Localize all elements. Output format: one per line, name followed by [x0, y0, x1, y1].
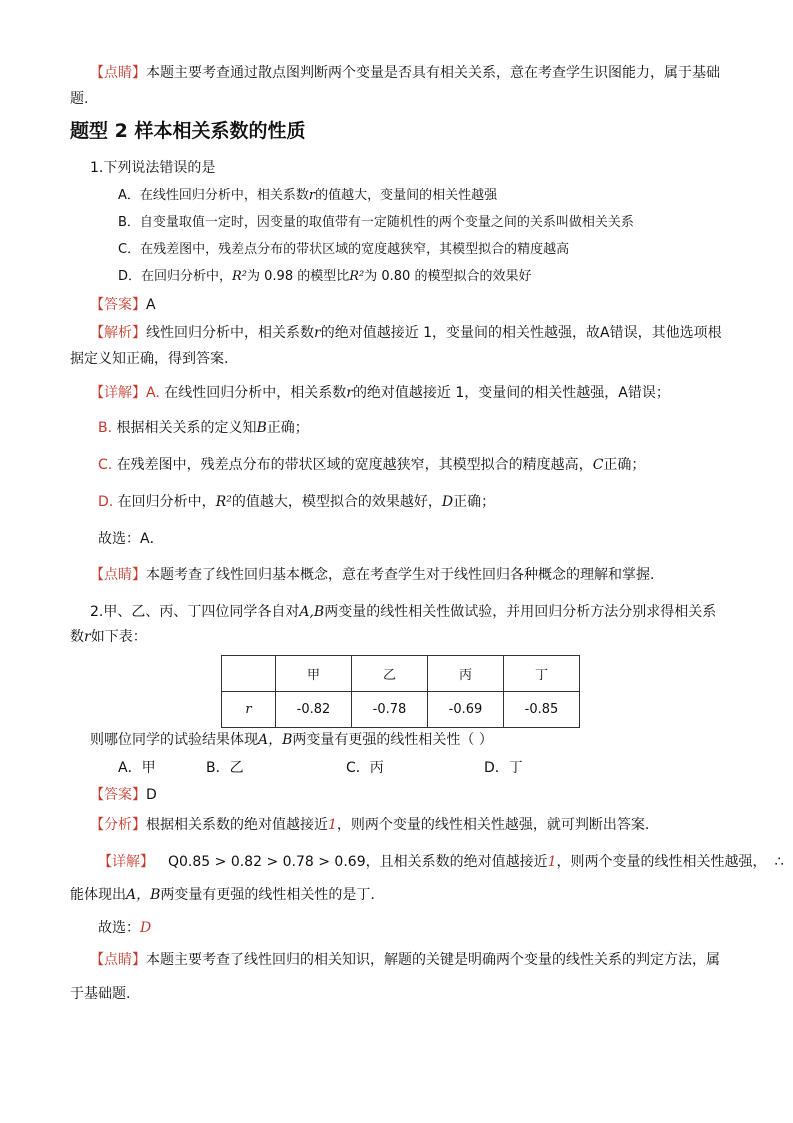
correlation-table	[221, 655, 580, 728]
text: 为 0.98 的模型比	[247, 269, 350, 284]
label: B.	[98, 420, 113, 436]
text: 在线性回归分析中，相关系数	[159, 385, 347, 401]
text: 本题主要考查通过散点图判断两个变量是否具有相关关系，意在考查学生识图能力，属于基础	[146, 65, 720, 81]
label: C.	[98, 457, 113, 473]
table-cell: -0.69	[428, 692, 504, 728]
text: 本题主要考查了线性回归的相关知识，解题的关键是明确两个变量的线性关系的判定方法，属	[146, 952, 720, 968]
dianjing-1-line1	[90, 63, 720, 83]
dianjing-2	[90, 565, 654, 585]
tag-answer: 【答案】	[90, 297, 146, 313]
guxuan-1: 故选：A．	[98, 531, 164, 547]
text: 两变量有更强的线性相关性的是丁.	[160, 887, 375, 903]
var: D	[140, 920, 152, 936]
text: 2.甲、乙、丙、丁四位同学各自对	[90, 604, 300, 620]
table-cell: -0.78	[352, 692, 428, 728]
question-2-line1	[90, 602, 716, 622]
option-2d: D．丁	[484, 760, 523, 776]
text: 的值越大，变量间的相关性越强	[315, 188, 498, 203]
tag-jiexi: 【解析】	[90, 325, 146, 341]
label: A.	[146, 385, 160, 401]
text: 的绝对值越接近 1，变量间的相关性越强，故A错误，其他选项根	[320, 325, 722, 341]
text: D．在回归分析中，	[118, 269, 233, 284]
fenxi	[90, 815, 649, 835]
answer-1	[90, 295, 156, 315]
text: 能体现出	[70, 887, 126, 903]
text: 的绝对值越接近 1，变量间的相关性越强，A错误；	[352, 385, 670, 401]
xiangjie-d	[98, 492, 495, 512]
xiangjie-a	[90, 383, 670, 403]
option-2c: C．丙	[346, 760, 384, 776]
text: 两变量的线性相关性做试验，并用回归分析方法分别求得相关系	[324, 604, 717, 620]
dianjing-3-line2: 于基础题.	[70, 986, 131, 1002]
tag-answer: 【答案】	[90, 787, 146, 803]
table-corner-cell	[222, 656, 276, 692]
table-header-cell: 乙	[352, 656, 428, 692]
text: 为 0.80 的模型拟合的效果好	[364, 269, 532, 284]
var: R²	[215, 494, 232, 510]
text: 正确；	[603, 457, 646, 473]
var: A,B	[299, 604, 325, 620]
table-cell: -0.82	[276, 692, 352, 728]
var: r	[346, 385, 353, 401]
var: A，B	[258, 732, 293, 748]
text: ，且相关系数的绝对值越接近	[365, 854, 548, 870]
guxuan-2	[98, 918, 151, 938]
text: 根据相关系数的绝对值越接近	[146, 817, 328, 833]
dianjing-3-line1	[90, 950, 720, 970]
text: A．在线性回归分析中，相关系数	[118, 188, 309, 203]
table-header-row	[222, 656, 580, 692]
label: D.	[98, 494, 114, 510]
var: r	[308, 188, 316, 203]
var: 1	[328, 817, 337, 833]
text: 如下表：	[90, 629, 147, 645]
tag-dianjing: 【点睛】	[90, 567, 146, 583]
option-d	[118, 267, 531, 287]
var: R²	[232, 269, 248, 284]
xiangjie-2-line1	[98, 852, 783, 872]
text: 则哪位同学的试验结果体现	[90, 732, 258, 748]
var: R²	[349, 269, 365, 284]
var: A，B	[126, 887, 161, 903]
text: 正确；	[266, 420, 309, 436]
text: ，则两个变量的线性相关性越强，就可判断出答案.	[336, 817, 650, 833]
text: 在回归分析中，	[113, 494, 216, 510]
option-c: C．在残差图中，残差点分布的带状区域的宽度越狭窄，其模型拟合的精度越高	[118, 242, 570, 257]
tag-xiangjie: 【详解】	[98, 854, 154, 870]
table-row-label: r	[222, 692, 276, 728]
xiangjie-2-line2	[70, 885, 375, 905]
text: ，则两个变量的线性相关性越强，	[556, 854, 767, 870]
jiexi-line2: 据定义知正确，得到答案.	[70, 351, 229, 367]
tag-dianjing: 【点睛】	[90, 65, 146, 81]
text: 的值越大，模型拟合的效果越好，	[231, 494, 442, 510]
tag-dianjing: 【点睛】	[90, 952, 146, 968]
question-1: 1.下列说法错误的是	[90, 160, 216, 176]
xiangjie-c	[98, 455, 645, 475]
table-row	[222, 692, 580, 728]
answer-value: A	[146, 297, 156, 313]
text: 两变量有更强的线性相关性（ ）	[292, 732, 493, 748]
text: 故选：	[98, 920, 140, 936]
answer-value: D	[146, 787, 157, 803]
var: r	[314, 325, 321, 341]
var: B	[256, 420, 267, 436]
section-heading: 题型 2 样本相关系数的性质	[70, 120, 306, 142]
therefore-symbol: ∴	[774, 854, 784, 870]
text: 正确；	[453, 494, 496, 510]
text: 根据相关关系的定义知	[112, 420, 257, 436]
var: C	[592, 457, 604, 473]
var: D	[441, 494, 454, 510]
var: r	[84, 629, 91, 645]
question-2-line2	[70, 627, 147, 647]
text: 数	[70, 629, 84, 645]
text: 线性回归分析中，相关系数	[146, 325, 314, 341]
math-inequality: Q0.85 > 0.82 > 0.78 > 0.69	[168, 854, 366, 870]
text: 在残差图中，残差点分布的带状区域的宽度越狭窄，其模型拟合的精度越高，	[112, 457, 593, 473]
table-header-cell: 甲	[276, 656, 352, 692]
question-2-line3	[90, 730, 493, 750]
table-header-cell: 丁	[504, 656, 580, 692]
text: 本题考查了线性回归基本概念，意在考查学生对于线性回归各种概念的理解和掌握.	[146, 567, 655, 583]
tag-xiangjie: 【详解】	[90, 385, 146, 401]
option-2b: B．乙	[206, 760, 244, 776]
option-2a: A．甲	[118, 760, 156, 776]
option-a	[118, 186, 497, 206]
xiangjie-b	[98, 418, 309, 438]
table-cell: -0.85	[504, 692, 580, 728]
var: 1	[547, 854, 557, 870]
table-header-cell: 丙	[428, 656, 504, 692]
dianjing-1-line2: 题.	[70, 91, 89, 107]
jiexi-line1	[90, 323, 722, 343]
tag-fenxi: 【分析】	[90, 817, 146, 833]
option-b: B．自变量取值一定时，因变量的取值带有一定随机性的两个变量之间的关系叫做相关关系	[118, 215, 634, 230]
answer-2	[90, 785, 157, 805]
